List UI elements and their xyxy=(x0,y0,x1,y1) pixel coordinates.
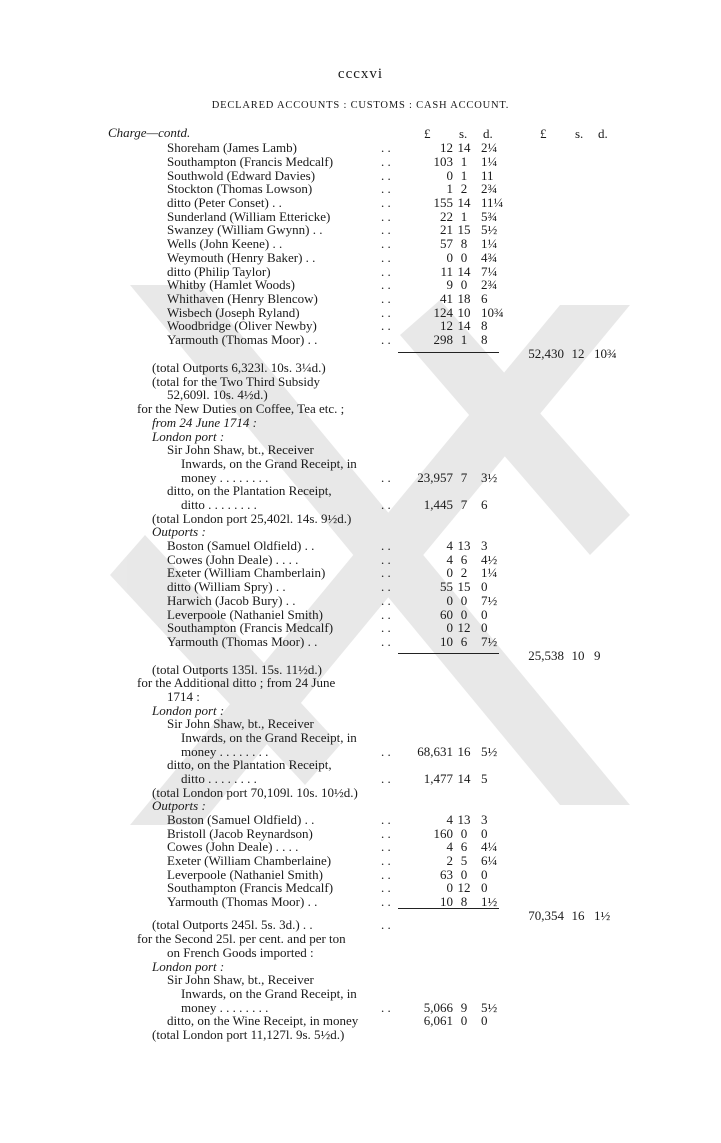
leader-dots: . . xyxy=(381,264,391,279)
leader-dots: . . xyxy=(381,140,391,155)
amount-shillings: 12 xyxy=(457,620,471,635)
amount-pounds: 0 xyxy=(446,593,453,608)
ledger-row xyxy=(0,196,721,210)
entry-text: ditto . . . . . . . . xyxy=(181,771,257,786)
entry-text: (total London port 11,127l. 9s. 5½d.) xyxy=(152,1027,345,1042)
leader-dots: . . xyxy=(381,771,391,786)
amount-pence: 2¼ xyxy=(481,140,498,155)
amount-shillings: 0 xyxy=(460,277,468,292)
total-shillings: 12 xyxy=(571,346,585,361)
entry-text: Wisbech (Joseph Ryland) xyxy=(167,305,300,320)
page-folio: cccxvi xyxy=(337,66,384,82)
entry-text: Whithaven (Henry Blencow) xyxy=(167,291,318,306)
leader-dots: . . xyxy=(381,839,391,854)
amount-shillings: 6 xyxy=(460,634,468,649)
entry-text: Sunderland (William Ettericke) xyxy=(167,209,331,224)
entry-text: Yarmouth (Thomas Moor) . . xyxy=(167,332,318,347)
ledger-row xyxy=(0,402,721,416)
pounds-header: £ xyxy=(424,126,431,141)
entry-text: Outports : xyxy=(152,798,206,813)
entry-text: (total London port 25,402l. 14s. 9½d.) xyxy=(152,511,352,526)
entry-text: Exeter (William Chamberlain) xyxy=(167,565,326,580)
amount-pounds: 9 xyxy=(446,277,453,292)
total-shillings: 10 xyxy=(571,648,585,663)
total-pounds: 70,354 xyxy=(528,908,564,923)
ledger-row xyxy=(0,960,721,974)
pounds-total-header: £ xyxy=(540,126,547,141)
ledger-row xyxy=(0,854,721,868)
amount-shillings: 14 xyxy=(457,140,471,155)
entry-text: Cowes (John Deale) . . . . xyxy=(167,552,299,567)
ledger-row xyxy=(0,758,721,772)
ledger-row xyxy=(0,553,721,567)
amount-pounds: 0 xyxy=(446,250,453,265)
ledger-row xyxy=(0,457,721,471)
amount-pence: 2¾ xyxy=(481,181,498,196)
amount-pounds: 1 xyxy=(446,181,453,196)
amount-shillings: 1 xyxy=(460,168,468,183)
amount-pence: 7½ xyxy=(481,593,498,608)
ledger-row xyxy=(0,799,721,813)
entry-text: Sir John Shaw, bt., Receiver xyxy=(167,442,314,457)
leader-dots: . . xyxy=(381,744,391,759)
ledger-row xyxy=(0,827,721,841)
amount-shillings: 13 xyxy=(457,538,471,553)
amount-shillings: 0 xyxy=(460,1013,468,1028)
entry-text: ditto, on the Plantation Receipt, xyxy=(167,757,332,772)
amount-shillings: 7 xyxy=(460,497,468,512)
shillings-header: s. xyxy=(459,126,468,141)
amount-pence: 0 xyxy=(481,620,488,635)
amount-pounds: 21 xyxy=(440,222,453,237)
entry-text: Leverpoole (Nathaniel Smith) xyxy=(167,867,323,882)
entry-text: (total Outports 6,323l. 10s. 3¼d.) xyxy=(152,360,326,375)
amount-shillings: 10 xyxy=(457,305,471,320)
amount-pence: 5¾ xyxy=(481,209,498,224)
amount-shillings: 1 xyxy=(460,209,468,224)
leader-dots: . . xyxy=(381,497,391,512)
ledger-row xyxy=(0,416,721,430)
amount-pence: 5½ xyxy=(481,744,498,759)
entry-text: 1714 : xyxy=(167,689,200,704)
shillings-total-header: s. xyxy=(575,126,584,141)
amount-pounds: 6,061 xyxy=(423,1013,453,1028)
entry-text: 52,609l. 10s. 4½d.) xyxy=(167,387,268,402)
ledger-row xyxy=(0,566,721,580)
amount-pounds: 57 xyxy=(440,236,453,251)
entry-text: Inwards, on the Grand Receipt, in xyxy=(181,456,357,471)
amount-pence: 5½ xyxy=(481,1000,498,1015)
amount-pence: 1¼ xyxy=(481,565,498,580)
ledger-row xyxy=(0,663,721,677)
ledger-row xyxy=(0,621,721,635)
entry-text: Boston (Samuel Oldfield) . . xyxy=(167,538,315,553)
amount-pence: 2¾ xyxy=(481,277,498,292)
ledger-row xyxy=(0,840,721,854)
subtotal-rule xyxy=(398,908,499,909)
leader-dots: . . xyxy=(381,250,391,265)
ledger-row xyxy=(0,182,721,196)
ledger-row xyxy=(0,141,721,155)
amount-pence: 3½ xyxy=(481,470,498,485)
leader-dots: . . xyxy=(381,236,391,251)
amount-pence: 5½ xyxy=(481,222,498,237)
ledger-row xyxy=(0,676,721,690)
amount-shillings: 0 xyxy=(460,607,468,622)
amount-shillings: 14 xyxy=(457,195,471,210)
entry-text: (total Outports 135l. 15s. 11½d.) xyxy=(152,662,322,677)
amount-pounds: 55 xyxy=(440,579,453,594)
entry-text: Leverpoole (Nathaniel Smith) xyxy=(167,607,323,622)
leader-dots: . . xyxy=(381,1000,391,1015)
ledger-row xyxy=(0,210,721,224)
entry-text: Cowes (John Deale) . . . . xyxy=(167,839,299,854)
amount-pounds: 60 xyxy=(440,607,453,622)
ledger-row xyxy=(0,772,721,786)
entry-text: on French Goods imported : xyxy=(167,945,314,960)
entry-text: ditto . . . . . . . . xyxy=(181,497,257,512)
amount-shillings: 7 xyxy=(460,470,468,485)
amount-pounds: 63 xyxy=(440,867,453,882)
ledger-row xyxy=(0,443,721,457)
entry-text: Bristoll (Jacob Reynardson) xyxy=(167,826,313,841)
ledger-row xyxy=(0,126,721,140)
entry-text: (total London port 70,109l. 10s. 10½d.) xyxy=(152,785,358,800)
amount-shillings: 8 xyxy=(460,894,468,909)
amount-pounds: 22 xyxy=(440,209,453,224)
leader-dots: . . xyxy=(381,318,391,333)
total-pounds: 25,538 xyxy=(528,648,564,663)
amount-pence: 1¼ xyxy=(481,154,498,169)
leader-dots: . . xyxy=(381,634,391,649)
amount-pence: 0 xyxy=(481,579,488,594)
amount-shillings: 12 xyxy=(457,880,471,895)
ledger-row xyxy=(0,347,721,361)
amount-pounds: 1,477 xyxy=(423,771,453,786)
entry-text: Stockton (Thomas Lowson) xyxy=(167,181,313,196)
ledger-row xyxy=(0,430,721,444)
entry-text: Sir John Shaw, bt., Receiver xyxy=(167,716,314,731)
amount-shillings: 14 xyxy=(457,264,471,279)
leader-dots: . . xyxy=(381,154,391,169)
amount-shillings: 1 xyxy=(460,154,468,169)
entry-text: for the Additional ditto ; from 24 June xyxy=(137,675,336,690)
ledger-row xyxy=(0,1028,721,1042)
entry-text: Woodbridge (Oliver Newby) xyxy=(167,318,317,333)
ledger-row xyxy=(0,539,721,553)
total-shillings: 16 xyxy=(571,908,585,923)
amount-pounds: 4 xyxy=(446,812,453,827)
ledger-row xyxy=(0,649,721,663)
leader-dots: . . xyxy=(381,291,391,306)
entry-text: ditto, on the Wine Receipt, in money xyxy=(167,1013,359,1028)
entry-text: Yarmouth (Thomas Moor) . . xyxy=(167,894,318,909)
entry-text: London port : xyxy=(152,429,225,444)
amount-pounds: 10 xyxy=(440,634,453,649)
entry-text: Outports : xyxy=(152,524,206,539)
leader-dots: . . xyxy=(381,222,391,237)
amount-shillings: 14 xyxy=(457,318,471,333)
ledger-row xyxy=(0,292,721,306)
entry-text: Swanzey (William Gwynn) . . xyxy=(167,222,323,237)
entry-text: London port : xyxy=(152,959,225,974)
entry-text: Sir John Shaw, bt., Receiver xyxy=(167,972,314,987)
ledger-row xyxy=(0,525,721,539)
ledger-row xyxy=(0,635,721,649)
amount-pence: 1¼ xyxy=(481,236,498,251)
page-heading: DECLARED ACCOUNTS : CUSTOMS : CASH ACCOUNT. xyxy=(211,100,510,111)
entry-text: Wells (John Keene) . . xyxy=(167,236,283,251)
leader-dots: . . xyxy=(381,552,391,567)
ledger-row xyxy=(0,731,721,745)
amount-pounds: 10 xyxy=(440,894,453,909)
ledger-row xyxy=(0,1014,721,1028)
leader-dots: . . xyxy=(381,579,391,594)
entry-text: for the New Duties on Coffee, Tea etc. ; xyxy=(137,401,345,416)
amount-pounds: 2 xyxy=(446,853,453,868)
leader-dots: . . xyxy=(381,917,391,932)
amount-pounds: 11 xyxy=(440,264,453,279)
amount-shillings: 0 xyxy=(460,593,468,608)
amount-pounds: 0 xyxy=(446,880,453,895)
amount-shillings: 9 xyxy=(460,1000,468,1015)
ledger-row xyxy=(0,361,721,375)
leader-dots: . . xyxy=(381,565,391,580)
amount-pounds: 160 xyxy=(433,826,453,841)
amount-pence: 6¼ xyxy=(481,853,498,868)
amount-pence: 11 xyxy=(481,168,494,183)
ledger-row xyxy=(0,388,721,402)
ledger-row xyxy=(0,745,721,759)
amount-shillings: 0 xyxy=(460,867,468,882)
entry-text: ditto, on the Plantation Receipt, xyxy=(167,483,332,498)
leader-dots: . . xyxy=(381,620,391,635)
ledger-row xyxy=(0,717,721,731)
entry-text: Boston (Samuel Oldfield) . . xyxy=(167,812,315,827)
ledger-row xyxy=(0,987,721,1001)
ledger-row xyxy=(0,498,721,512)
amount-pounds: 0 xyxy=(446,168,453,183)
entry-text: for the Second 25l. per cent. and per ton xyxy=(137,931,346,946)
total-pence: 9 xyxy=(594,648,601,663)
amount-pounds: 5,066 xyxy=(423,1000,453,1015)
amount-pounds: 298 xyxy=(433,332,453,347)
entry-text: money . . . . . . . . xyxy=(181,744,269,759)
leader-dots: . . xyxy=(381,880,391,895)
amount-shillings: 0 xyxy=(460,826,468,841)
total-pounds: 52,430 xyxy=(528,346,564,361)
ledger-row xyxy=(0,155,721,169)
ledger-row xyxy=(0,690,721,704)
ledger-row xyxy=(0,265,721,279)
entry-text: ditto (Philip Taylor) xyxy=(167,264,271,279)
amount-pence: 6 xyxy=(481,497,488,512)
ledger-row xyxy=(0,881,721,895)
ledger-row xyxy=(0,251,721,265)
entry-text: money . . . . . . . . xyxy=(181,470,269,485)
amount-pounds: 103 xyxy=(433,154,453,169)
ledger-row xyxy=(0,278,721,292)
ledger-row xyxy=(0,512,721,526)
amount-shillings: 5 xyxy=(460,853,468,868)
ledger-row xyxy=(0,704,721,718)
amount-pence: 11¼ xyxy=(481,195,504,210)
entry-text: ditto (William Spry) . . xyxy=(167,579,286,594)
total-pence: 10¾ xyxy=(594,346,617,361)
subtotal-rule xyxy=(398,653,499,654)
amount-pence: 4¾ xyxy=(481,250,498,265)
ledger-row xyxy=(0,237,721,251)
amount-pence: 6 xyxy=(481,291,488,306)
leader-dots: . . xyxy=(381,181,391,196)
entry-text: Yarmouth (Thomas Moor) . . xyxy=(167,634,318,649)
ledger-row xyxy=(0,319,721,333)
entry-text: Charge—contd. xyxy=(108,125,191,140)
amount-pence: 0 xyxy=(481,607,488,622)
amount-pence: 0 xyxy=(481,1013,488,1028)
amount-shillings: 6 xyxy=(460,552,468,567)
amount-pence: 10¾ xyxy=(481,305,504,320)
entry-text: Whitby (Hamlet Woods) xyxy=(167,277,295,292)
leader-dots: . . xyxy=(381,812,391,827)
ledger-row xyxy=(0,786,721,800)
amount-pence: 4¼ xyxy=(481,839,498,854)
ledger-row xyxy=(0,169,721,183)
ledger-row xyxy=(0,895,721,909)
amount-pounds: 12 xyxy=(440,140,453,155)
entry-text: Weymouth (Henry Baker) . . xyxy=(167,250,316,265)
amount-pence: 7½ xyxy=(481,634,498,649)
amount-pence: 5 xyxy=(481,771,488,786)
entry-text: ditto (Peter Conset) . . xyxy=(167,195,282,210)
amount-pence: 8 xyxy=(481,318,488,333)
ledger-row xyxy=(0,918,721,932)
entry-text: London port : xyxy=(152,703,225,718)
amount-pence: 1½ xyxy=(481,894,498,909)
leader-dots: . . xyxy=(381,168,391,183)
amount-pounds: 1,445 xyxy=(423,497,453,512)
leader-dots: . . xyxy=(381,332,391,347)
amount-shillings: 0 xyxy=(460,250,468,265)
amount-shillings: 16 xyxy=(457,744,471,759)
leader-dots: . . xyxy=(381,538,391,553)
entry-text: Shoreham (James Lamb) xyxy=(167,140,297,155)
ledger-row xyxy=(0,484,721,498)
amount-pence: 7¼ xyxy=(481,264,498,279)
amount-pence: 8 xyxy=(481,332,488,347)
amount-shillings: 15 xyxy=(457,579,471,594)
entry-text: (total Outports 245l. 5s. 3d.) . . xyxy=(152,917,313,932)
leader-dots: . . xyxy=(381,867,391,882)
pence-header: d. xyxy=(483,126,493,141)
amount-pounds: 41 xyxy=(440,291,453,306)
amount-shillings: 6 xyxy=(460,839,468,854)
amount-shillings: 2 xyxy=(460,565,468,580)
amount-pounds: 0 xyxy=(446,565,453,580)
entry-text: Southampton (Francis Medcalf) xyxy=(167,880,334,895)
amount-pence: 3 xyxy=(481,538,488,553)
amount-pounds: 4 xyxy=(446,538,453,553)
amount-shillings: 13 xyxy=(457,812,471,827)
entry-text: from 24 June 1714 : xyxy=(152,415,257,430)
amount-shillings: 8 xyxy=(460,236,468,251)
pence-total-header: d. xyxy=(598,126,608,141)
amount-shillings: 14 xyxy=(457,771,471,786)
entry-text: Inwards, on the Grand Receipt, in xyxy=(181,730,357,745)
amount-shillings: 1 xyxy=(460,332,468,347)
entry-text: Inwards, on the Grand Receipt, in xyxy=(181,986,357,1001)
ledger-row xyxy=(0,306,721,320)
leader-dots: . . xyxy=(381,470,391,485)
amount-pounds: 68,631 xyxy=(417,744,453,759)
ledger-row xyxy=(0,375,721,389)
ledger-row xyxy=(0,223,721,237)
amount-pounds: 0 xyxy=(446,620,453,635)
amount-pounds: 4 xyxy=(446,839,453,854)
amount-pounds: 124 xyxy=(433,305,453,320)
entry-text: Harwich (Jacob Bury) . . xyxy=(167,593,296,608)
ledger-row xyxy=(0,608,721,622)
entry-text: Southwold (Edward Davies) xyxy=(167,168,316,183)
ledger-row xyxy=(0,973,721,987)
ledger-row xyxy=(0,471,721,485)
ledger-row xyxy=(0,868,721,882)
leader-dots: . . xyxy=(381,593,391,608)
amount-pence: 4½ xyxy=(481,552,498,567)
entry-text: Southampton (Francis Medcalf) xyxy=(167,620,334,635)
entry-text: (total for the Two Third Subsidy xyxy=(152,374,320,389)
leader-dots: . . xyxy=(381,305,391,320)
entry-text: Southampton (Francis Medcalf) xyxy=(167,154,334,169)
entry-text: Exeter (William Chamberlaine) xyxy=(167,853,332,868)
amount-pence: 0 xyxy=(481,880,488,895)
amount-pounds: 23,957 xyxy=(417,470,453,485)
leader-dots: . . xyxy=(381,209,391,224)
leader-dots: . . xyxy=(381,894,391,909)
amount-shillings: 15 xyxy=(457,222,471,237)
ledger-row xyxy=(0,333,721,347)
amount-pounds: 12 xyxy=(440,318,453,333)
leader-dots: . . xyxy=(381,195,391,210)
amount-pounds: 4 xyxy=(446,552,453,567)
amount-pence: 3 xyxy=(481,812,488,827)
ledger-row xyxy=(0,946,721,960)
amount-pence: 0 xyxy=(481,826,488,841)
ledger-row xyxy=(0,932,721,946)
ledger-row xyxy=(0,1001,721,1015)
entry-text: money . . . . . . . . xyxy=(181,1000,269,1015)
ledger-row xyxy=(0,594,721,608)
leader-dots: . . xyxy=(381,277,391,292)
ledger-row xyxy=(0,813,721,827)
amount-shillings: 18 xyxy=(457,291,471,306)
subtotal-rule xyxy=(398,352,499,353)
amount-shillings: 2 xyxy=(460,181,468,196)
amount-pence: 0 xyxy=(481,867,488,882)
leader-dots: . . xyxy=(381,853,391,868)
ledger-row xyxy=(0,580,721,594)
total-pence: 1½ xyxy=(594,908,611,923)
amount-pounds: 155 xyxy=(433,195,453,210)
leader-dots: . . xyxy=(381,826,391,841)
leader-dots: . . xyxy=(381,607,391,622)
